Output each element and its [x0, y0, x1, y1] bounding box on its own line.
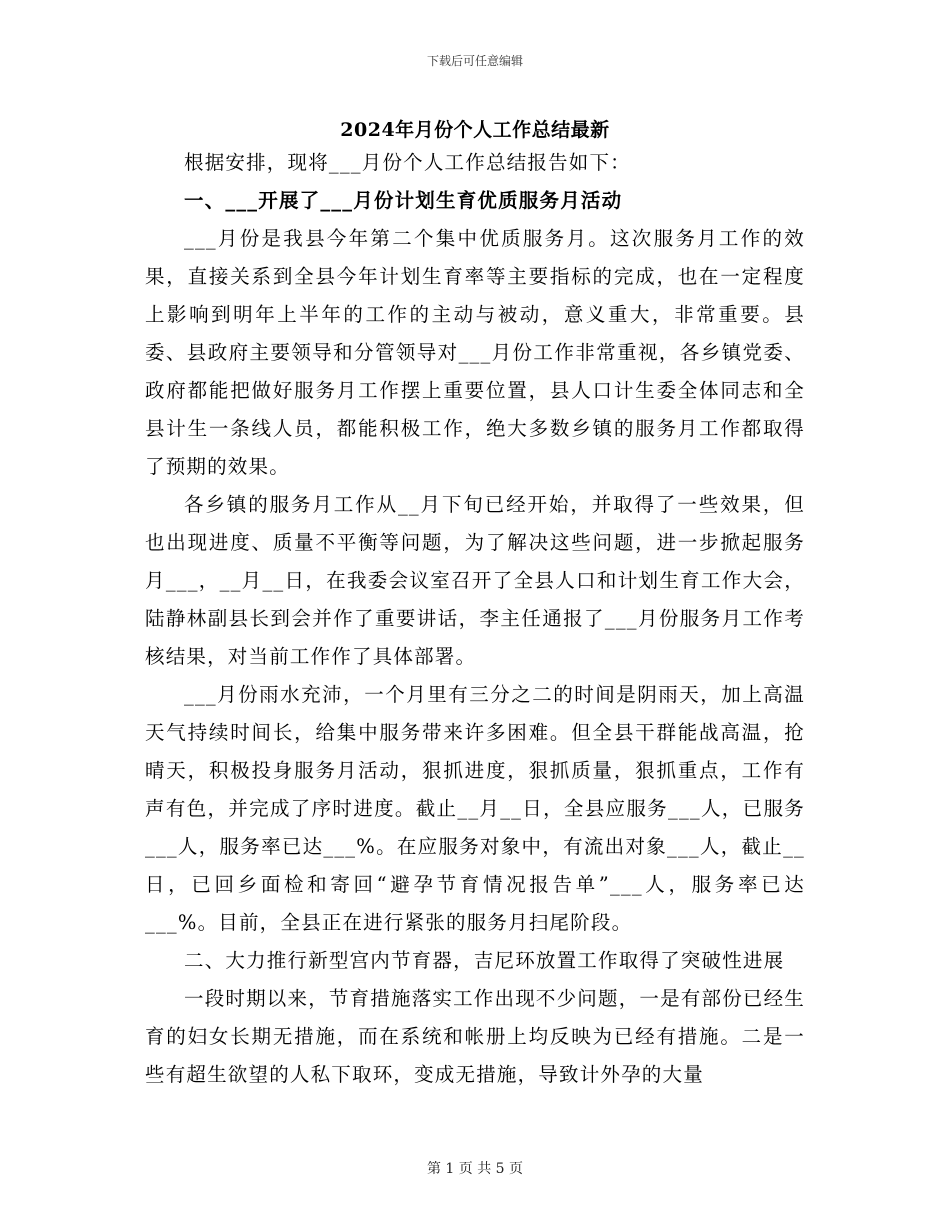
page-number: 第 1 页 共 5 页 — [426, 1161, 524, 1177]
intro-paragraph: 根据安排，现将___月份个人工作总结报告如下： — [184, 151, 631, 174]
body-paragraph: 一段时期以来，节育措施落实工作出现不少问题，一是有部份已经生育的妇女长期无措施，而在系统和帐册上均反映为已经有措施。二是一些有超生欲望的人私下取环，变成无措施，导致计外孕的大量 — [145, 987, 806, 1086]
document-title: 2024年月份个人工作总结最新 — [340, 119, 610, 141]
body-paragraph: ___月份是我县今年第二个集中优质服务月。这次服务月工作的效果，直接关系到全县今年计划生育率等主要指标的完成，也在一定程度上影响到明年上半年的工作的主动与被动，意义重大，非常重要。县委、县政府主要领导和分管领导对___月份工作非常重视，各乡镇党委、政府都能把做好服务月工作摆上重要位置，县人口计生委全体同志和全县计生一条线人员，都能积极工作，绝大多数乡镇的服务月工作都取得了预期的效果。 — [145, 227, 805, 478]
body-paragraph: 各乡镇的服务月工作从__月下旬已经开始，并取得了一些效果，但也出现进度、质量不平衡等问题，为了解决这些问题，进一步掀起服务月___，__月__日，在我委会议室召开了全县人口和计划生育工作大会，陆静林副县长到会并作了重要讲话，李主任通报了___月份服务月工作考核结果，对当前工作作了具体部署。 — [145, 493, 805, 668]
section-heading-2: 二、大力推行新型宫内节育器，吉尼环放置工作取得了突破性进展 — [184, 949, 785, 972]
header-note: 下载后可任意编辑 — [426, 54, 523, 68]
body-paragraph: ___月份雨水充沛，一个月里有三分之二的时间是阴雨天，加上高温天气持续时间长，给集中服务带来许多困难。但全县干群能战高温，抢晴天，积极投身服务月活动，狠抓进度，狠抓质量，狠抓重点，工作有声有色，并完成了序时进度。截止__月__日，全县应服务___人，已服务___人，服务率已达___%。在应服务对象中，有流出对象___人，截止__日，已回乡面检和寄回“避孕节育情况报告单”___人，服务率已达___%。目前，全县正在进行紧张的服务月扫尾阶段。 — [145, 683, 805, 934]
document-body — [145, 144, 805, 1094]
section-heading-1: 一、___开展了___月份计划生育优质服务月活动 — [184, 189, 623, 212]
